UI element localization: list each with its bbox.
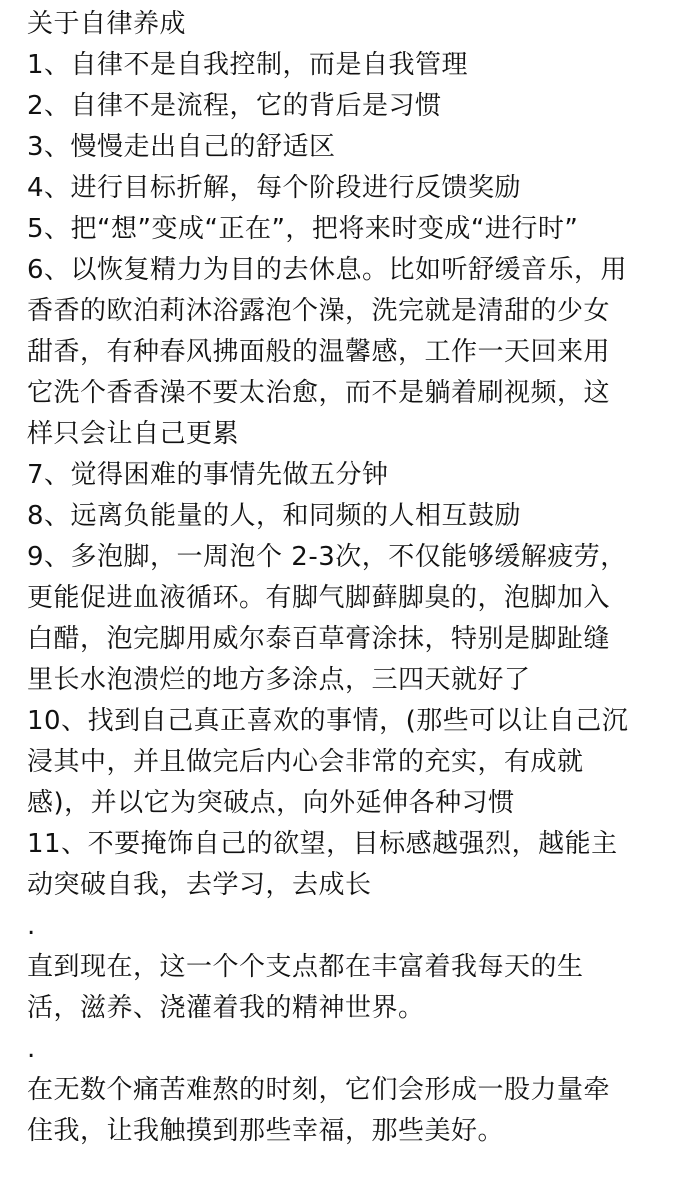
text-line: 甜香，有种春风拂面般的温馨感，工作一天回来用 bbox=[27, 337, 611, 367]
text-line: 8、远离负能量的人，和同频的人相互鼓励 bbox=[27, 501, 522, 531]
text-line: 里长水泡溃烂的地方多涂点，三四天就好了 bbox=[27, 665, 531, 695]
text-line: 浸其中，并且做完后内心会非常的充实，有成就 bbox=[27, 747, 584, 777]
text-line: 7、觉得困难的事情先做五分钟 bbox=[27, 460, 389, 490]
text-line: 样只会让自己更累 bbox=[27, 419, 240, 449]
text-line: 更能促进血液循环。有脚气脚藓脚臭的，泡脚加入 bbox=[27, 583, 611, 613]
text-line: 4、进行目标折解，每个阶段进行反馈奖励 bbox=[27, 173, 522, 203]
text-line: 在无数个痛苦难熬的时刻，它们会形成一股力量牵 bbox=[27, 1075, 611, 1105]
text-line: 6、以恢复精力为目的去休息。比如听舒缓音乐，用 bbox=[27, 255, 628, 285]
text-line: 1、自律不是自我控制，而是自我管理 bbox=[27, 50, 469, 80]
text-line: 感)，并以它为突破点，向外延伸各种习惯 bbox=[27, 788, 515, 818]
text-line: 活，滋养、浇灌着我的精神世界。 bbox=[27, 993, 425, 1023]
separator-dot: . bbox=[27, 911, 36, 941]
text-line: 10、找到自己真正喜欢的事情，(那些可以让自己沉 bbox=[27, 706, 629, 736]
separator-dot: . bbox=[27, 1034, 36, 1064]
text-line: 3、慢慢走出自己的舒适区 bbox=[27, 132, 336, 162]
document-body bbox=[27, 4, 677, 1152]
text-line: 11、不要掩饰自己的欲望，目标感越强烈，越能主 bbox=[27, 829, 618, 859]
text-line: 白醋，泡完脚用威尔泰百草膏涂抹，特别是脚趾缝 bbox=[27, 624, 611, 654]
document-title: 关于自律养成 bbox=[27, 9, 187, 39]
text-line: 9、多泡脚，一周泡个 2-3次，不仅能够缓解疲劳， bbox=[27, 542, 627, 572]
text-line: 直到现在，这一个个支点都在丰富着我每天的生 bbox=[27, 952, 584, 982]
text-line: 动突破自我，去学习，去成长 bbox=[27, 870, 372, 900]
text-line: 香香的欧泊莉沐浴露泡个澡，洗完就是清甜的少女 bbox=[27, 296, 611, 326]
text-line: 2、自律不是流程，它的背后是习惯 bbox=[27, 91, 442, 121]
text-line: 住我，让我触摸到那些幸福，那些美好。 bbox=[27, 1116, 505, 1146]
text-line: 5、把“想”变成“正在”，把将来时变成“进行时” bbox=[27, 214, 579, 244]
text-line: 它洗个香香澡不要太治愈，而不是躺着刷视频，这 bbox=[27, 378, 611, 408]
